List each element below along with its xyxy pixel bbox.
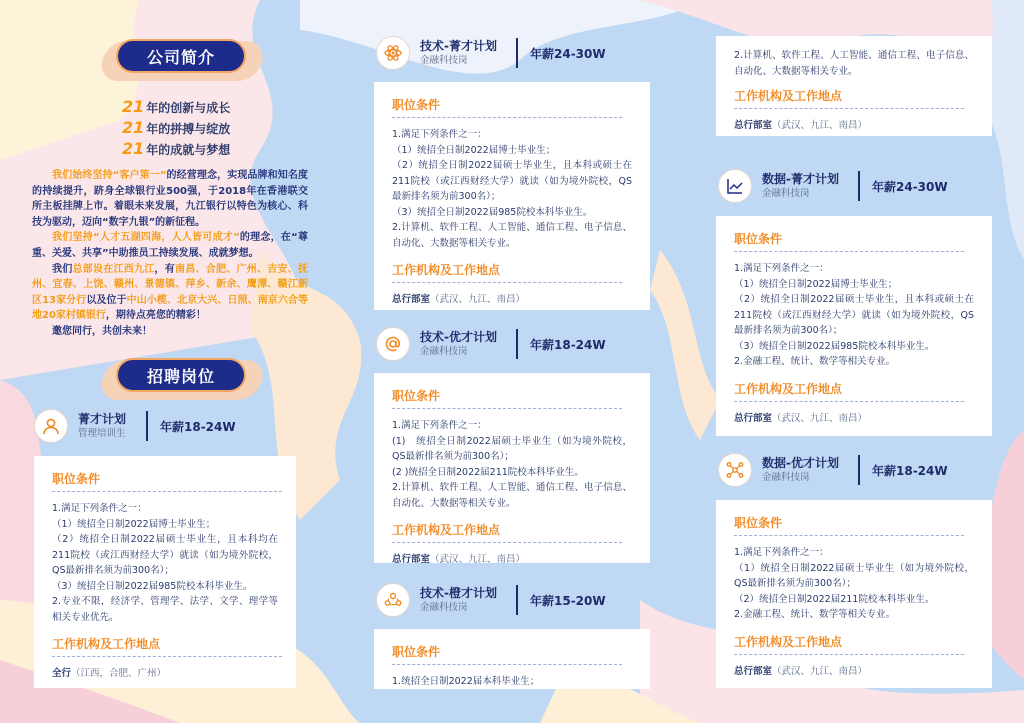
location-line: 总行部室（武汉、九江、南昌） (734, 120, 868, 131)
requirement-line: 1.统招全日制2022届本科毕业生； (392, 676, 540, 687)
requirement-line: （2）统招全日制2022届211院校本科毕业生。 (734, 593, 935, 605)
job-subtitle: 金融科技岗 (420, 55, 468, 66)
location-heading: 工作机构及工作地点 (392, 261, 622, 283)
job-subtitle: 金融科技岗 (420, 346, 468, 357)
job-subtitle: 管理培训生 (78, 428, 126, 439)
divider (858, 171, 860, 201)
requirement-line: （1）统招全日制2022届博士毕业生； (734, 278, 898, 290)
requirement-line: 1.满足下列条件之一： (392, 420, 487, 431)
job-title: 技术-优才计划 (420, 330, 497, 344)
at-sign-icon (376, 327, 410, 361)
location-heading: 工作机构及工作地点 (734, 380, 964, 402)
requirement-line: (1) 统招全日制2022届硕士毕业生（如为境外院校，QS最新排名须为前300名）； (392, 435, 632, 462)
slogan-2: 21 年的拼搏与绽放 (122, 118, 231, 137)
slogan-3: 21 年的成就与梦想 (122, 139, 231, 158)
job-card-tech-qingcai (374, 82, 650, 310)
requirement-line: （3）统招全日制2022届985院校本科毕业生。 (52, 580, 253, 592)
job-subtitle: 金融科技岗 (762, 188, 810, 199)
location-heading: 工作机构及工作地点 (734, 633, 964, 655)
divider (858, 455, 860, 485)
requirement-line: （3）统招全日制2022届985院校本科毕业生。 (734, 340, 935, 352)
divider (516, 329, 518, 359)
line-chart-icon (718, 169, 752, 203)
job-card-qingcai-mgmt (34, 456, 296, 688)
job-subtitle: 金融科技岗 (420, 602, 468, 613)
requirements-heading: 职位条件 (52, 470, 282, 492)
requirement-line: 1.满足下列条件之一： (52, 503, 147, 514)
jobs-heading (116, 358, 286, 402)
job-salary: 年薪18-24W (530, 337, 606, 352)
location-line: 全行（江西，合肥、广州） (52, 668, 167, 679)
job-header-data-youcai (718, 448, 948, 492)
requirement-line: 1.满足下列条件之一： (734, 263, 829, 274)
job-card-tech-chengcai-continued (716, 36, 992, 136)
job-salary: 年薪24-30W (872, 179, 948, 194)
company-heading-pill: 公司简介 (116, 39, 246, 73)
location-heading: 工作机构及工作地点 (734, 87, 964, 109)
job-card-data-youcai (716, 500, 992, 688)
job-header-qingcai-mgmt (34, 404, 236, 448)
requirement-line: 2.计算机、软件工程、人工智能、通信工程、电子信息、自动化、大数据等相关专业。 (734, 50, 974, 77)
requirement-line: （2）统招全日制2022届硕士毕业生，且本科或硕士在211院校（或江西财经大学）就读（如为境外院校，QS最新排名须为前300名）； (392, 160, 632, 202)
job-salary: 年薪18-24W (160, 419, 236, 434)
requirement-line: （1）统招全日制2022届硕士毕业生（如为境外院校，QS最新排名须为前300名）； (734, 562, 974, 589)
job-salary: 年薪15-20W (530, 593, 606, 608)
job-header-tech-qingcai (376, 31, 606, 75)
job-header-data-qingcai (718, 164, 948, 208)
requirements-heading: 职位条件 (734, 514, 964, 536)
requirements-heading: 职位条件 (392, 387, 622, 409)
team-icon (376, 583, 410, 617)
job-subtitle: 金融科技岗 (762, 472, 810, 483)
location-line: 总行部室（武汉、九江、南昌） (734, 412, 868, 424)
slogans (122, 96, 302, 159)
requirement-line: （1）统招全日制2022届博士毕业生； (52, 518, 216, 530)
job-title: 菁才计划 (78, 412, 127, 426)
requirement-line: 2.计算机、软件工程、人工智能、通信工程、电子信息、自动化、大数据等相关专业。 (392, 222, 632, 249)
job-header-tech-chengcai (376, 578, 606, 622)
job-salary: 年薪24-30W (530, 46, 606, 61)
requirements-heading: 职位条件 (392, 643, 622, 665)
requirement-line: 1.满足下列条件之一： (392, 129, 487, 140)
job-title: 数据-菁才计划 (762, 172, 839, 186)
location-heading: 工作机构及工作地点 (52, 635, 282, 657)
slogan-1: 21 年的创新与成长 (122, 97, 231, 116)
requirements-heading: 职位条件 (734, 230, 964, 252)
requirement-line: 2.专业不限，经济学、管理学、法学、文学、理学等相关专业优先。 (52, 596, 278, 623)
requirement-line: 2.金融工程、统计、数学等相关专业。 (734, 356, 896, 367)
intro-paragraph-3: 我们总部设在江西九江，有南昌、合肥、广州、吉安、抚州、宜春、上饶、赣州、景德镇、萍乡、新余、鹰潭、赣江新区13家分行以及位于中山小榄、北京大兴、日照、南京六合等地20家村镇银行，期待点亮您的精彩！ (32, 263, 309, 322)
divider (146, 411, 148, 441)
requirement-line: (2 )统招全日制2022届211院校本科毕业生。 (392, 466, 584, 478)
job-card-data-qingcai (716, 216, 992, 436)
network-icon (718, 453, 752, 487)
requirement-line: （2）统招全日制2022届硕士毕业生，且本科均在211院校（或江西财经大学）就读（如为境外院校，QS最新排名须为前300名）； (52, 534, 278, 576)
location-line: 总行部室（武汉、九江、南昌） (392, 294, 526, 305)
atom-icon (376, 36, 410, 70)
company-intro (32, 168, 308, 340)
divider (516, 38, 518, 68)
job-card-tech-chengcai (374, 629, 650, 689)
location-line: 总行部室（武汉、九江、南昌） (734, 665, 868, 677)
requirements-heading: 职位条件 (392, 96, 622, 118)
job-card-tech-youcai (374, 373, 650, 563)
requirement-line: （2）统招全日制2022届硕士毕业生，且本科或硕士在211院校（或江西财经大学）就读（如为境外院校，QS最新排名须为前300名）； (734, 294, 974, 336)
intro-paragraph-4: 邀您同行，共创未来！ (52, 325, 152, 337)
person-icon (34, 409, 68, 443)
location-line: 总行部室（武汉、九江、南昌） (392, 554, 526, 565)
divider (516, 585, 518, 615)
company-heading (116, 39, 286, 83)
job-salary: 年薪18-24W (872, 463, 948, 478)
job-title: 技术-菁才计划 (420, 39, 497, 53)
job-header-tech-youcai (376, 322, 606, 366)
intro-paragraph-2: 我们坚持“人才五湖四海，人人皆可成才”的理念，在“尊重、关爱、共享”中助推员工持续发展、成就梦想。 (32, 232, 308, 259)
requirement-line: （3）统招全日制2022届985院校本科毕业生。 (392, 206, 593, 218)
requirement-line: 2.计算机、软件工程、人工智能、通信工程、电子信息、自动化、大数据等相关专业。 (392, 482, 632, 509)
job-title: 技术-橙才计划 (420, 586, 497, 600)
requirement-line: 2.金融工程、统计、数学等相关专业。 (734, 609, 896, 620)
location-heading: 工作机构及工作地点 (392, 521, 622, 543)
requirement-line: （1）统招全日制2022届博士毕业生； (392, 144, 556, 156)
intro-paragraph-1: 我们始终坚持“客户第一”的经营理念，实现品牌和知名度的持续提升，跻身全球银行业500强，于2018年在香港联交所主板挂牌上市。着眼未来发展，九江银行以特色为核心、科技为驱动，迈向“数字九银”的新征程。 (32, 170, 308, 228)
requirement-line: 1.满足下列条件之一： (734, 547, 829, 558)
job-title: 数据-优才计划 (762, 456, 839, 470)
jobs-heading-pill: 招聘岗位 (116, 358, 246, 392)
